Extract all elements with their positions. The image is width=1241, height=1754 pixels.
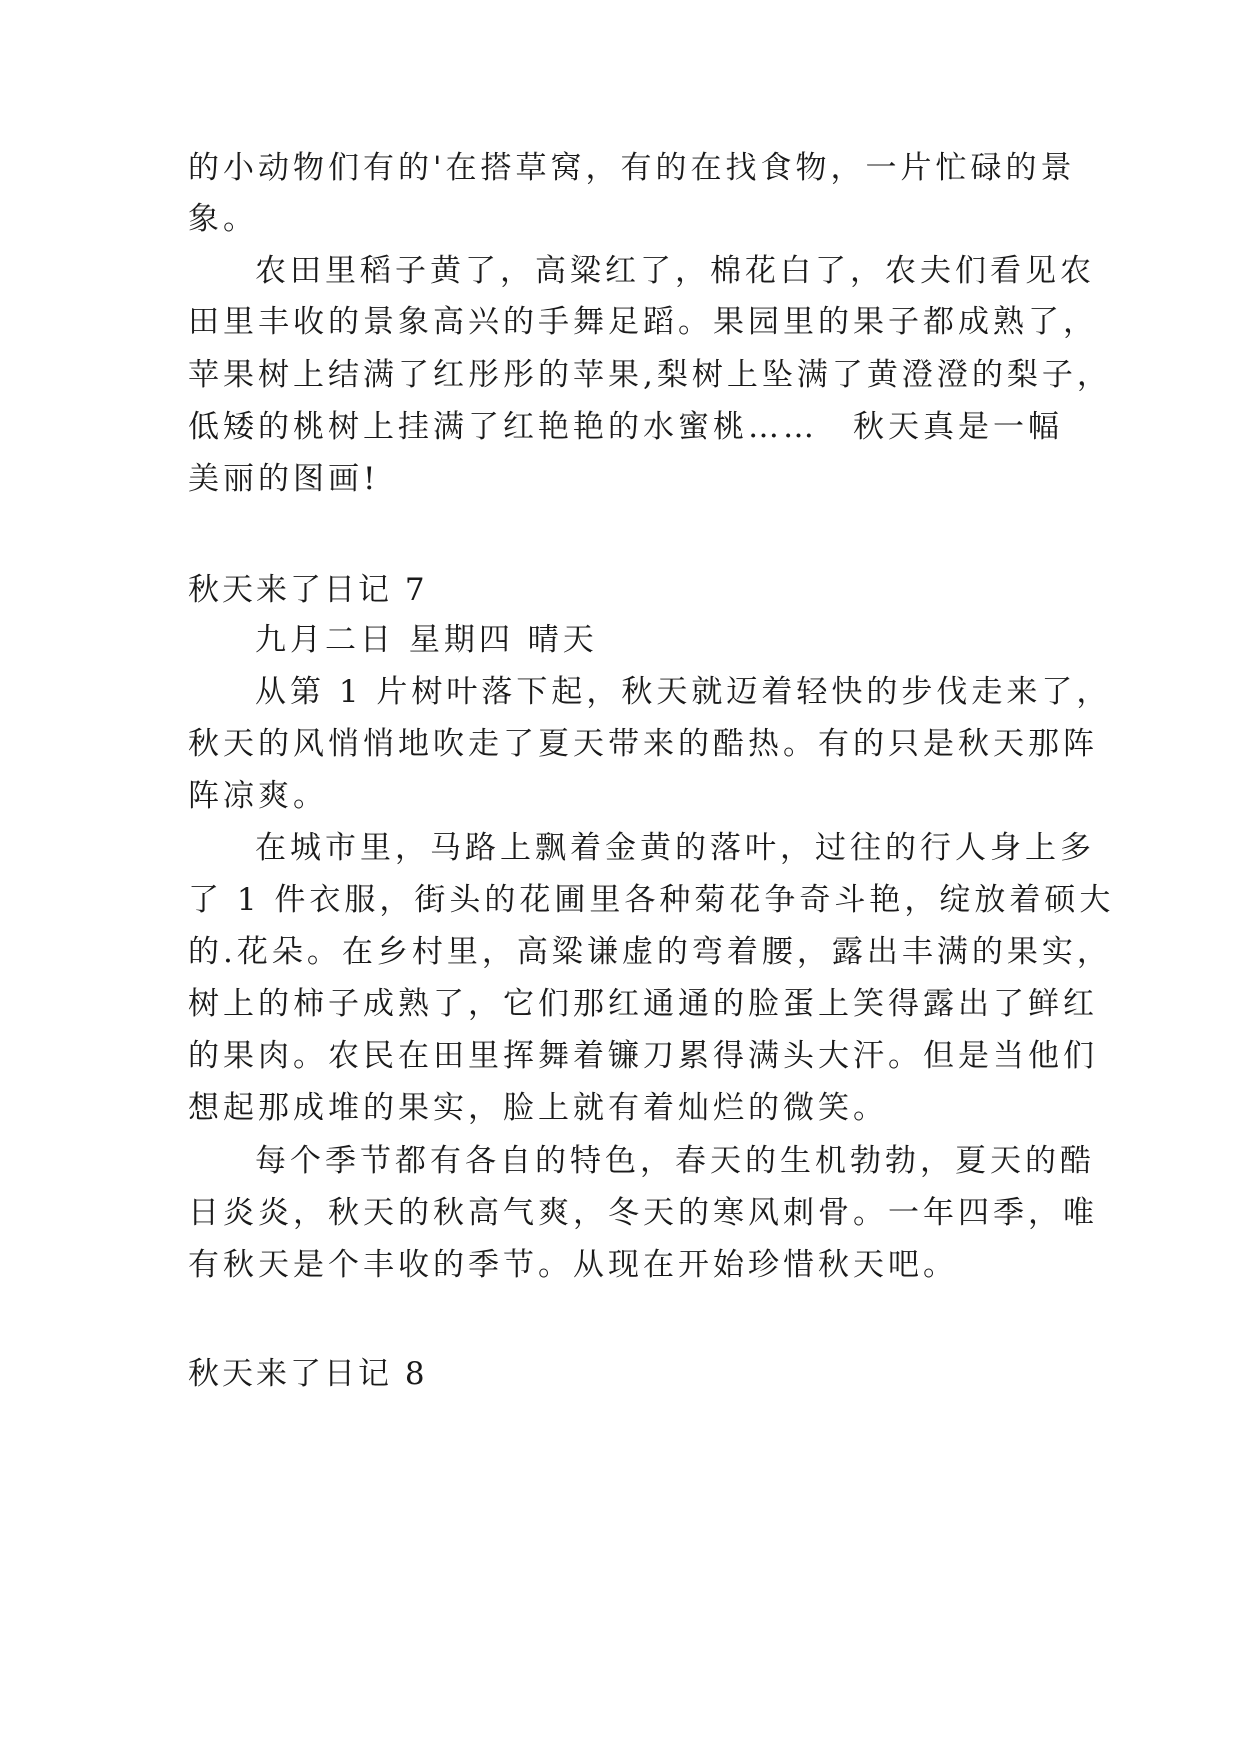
text-line: 秋天的风悄悄地吹走了夏天带来的酷热。有的只是秋天那阵 xyxy=(188,726,1098,762)
paragraph-start: 在城市里，马路上飘着金黄的落叶，过往的行人身上多 xyxy=(255,830,1095,866)
text-line: 象。 xyxy=(188,201,258,237)
text-line: 阵凉爽。 xyxy=(188,778,328,814)
text-line: 田里丰收的景象高兴的手舞足蹈。果园里的果子都成熟了， xyxy=(188,304,1098,340)
paragraph-start: 从第 1 片树叶落下起，秋天就迈着轻快的步伐走来了， xyxy=(255,674,1112,710)
text-line: 日炎炎，秋天的秋高气爽，冬天的寒风刺骨。一年四季，唯 xyxy=(188,1195,1098,1231)
text-line: 有秋天是个丰收的季节。从现在开始珍惜秋天吧。 xyxy=(188,1247,958,1283)
text-line: 的小动物们有的'在搭草窝，有的在找食物，一片忙碌的景 xyxy=(188,150,1076,186)
text-line: 美丽的图画! xyxy=(188,461,380,497)
text-line: 苹果树上结满了红彤彤的苹果,梨树上坠满了黄澄澄的梨子， xyxy=(188,357,1112,393)
text-line: 的.花朵。在乡村里，高粱谦虚的弯着腰，露出丰满的果实， xyxy=(188,934,1112,970)
text-line: 想起那成堆的果实，脸上就有着灿烂的微笑。 xyxy=(188,1090,888,1126)
text-line: 了 1 件衣服，街头的花圃里各种菊花争奇斗艳，绽放着硕大 xyxy=(188,882,1115,918)
text-line: 的果肉。农民在田里挥舞着镰刀累得满头大汗。但是当他们 xyxy=(188,1038,1098,1074)
paragraph-start: 每个季节都有各自的特色，春天的生机勃勃，夏天的酷 xyxy=(255,1143,1095,1179)
section-title: 秋天来了日记 8 xyxy=(188,1356,428,1392)
text-line: 树上的柿子成熟了，它们那红通通的脸蛋上笑得露出了鲜红 xyxy=(188,986,1098,1022)
section-title: 秋天来了日记 7 xyxy=(188,572,428,608)
date-line: 九月二日 星期四 晴天 xyxy=(255,622,598,658)
text-line: 低矮的桃树上挂满了红艳艳的水蜜桃…… 秋天真是一幅 xyxy=(188,409,1063,445)
paragraph-start: 农田里稻子黄了，高粱红了，棉花白了，农夫们看见农 xyxy=(255,253,1095,289)
